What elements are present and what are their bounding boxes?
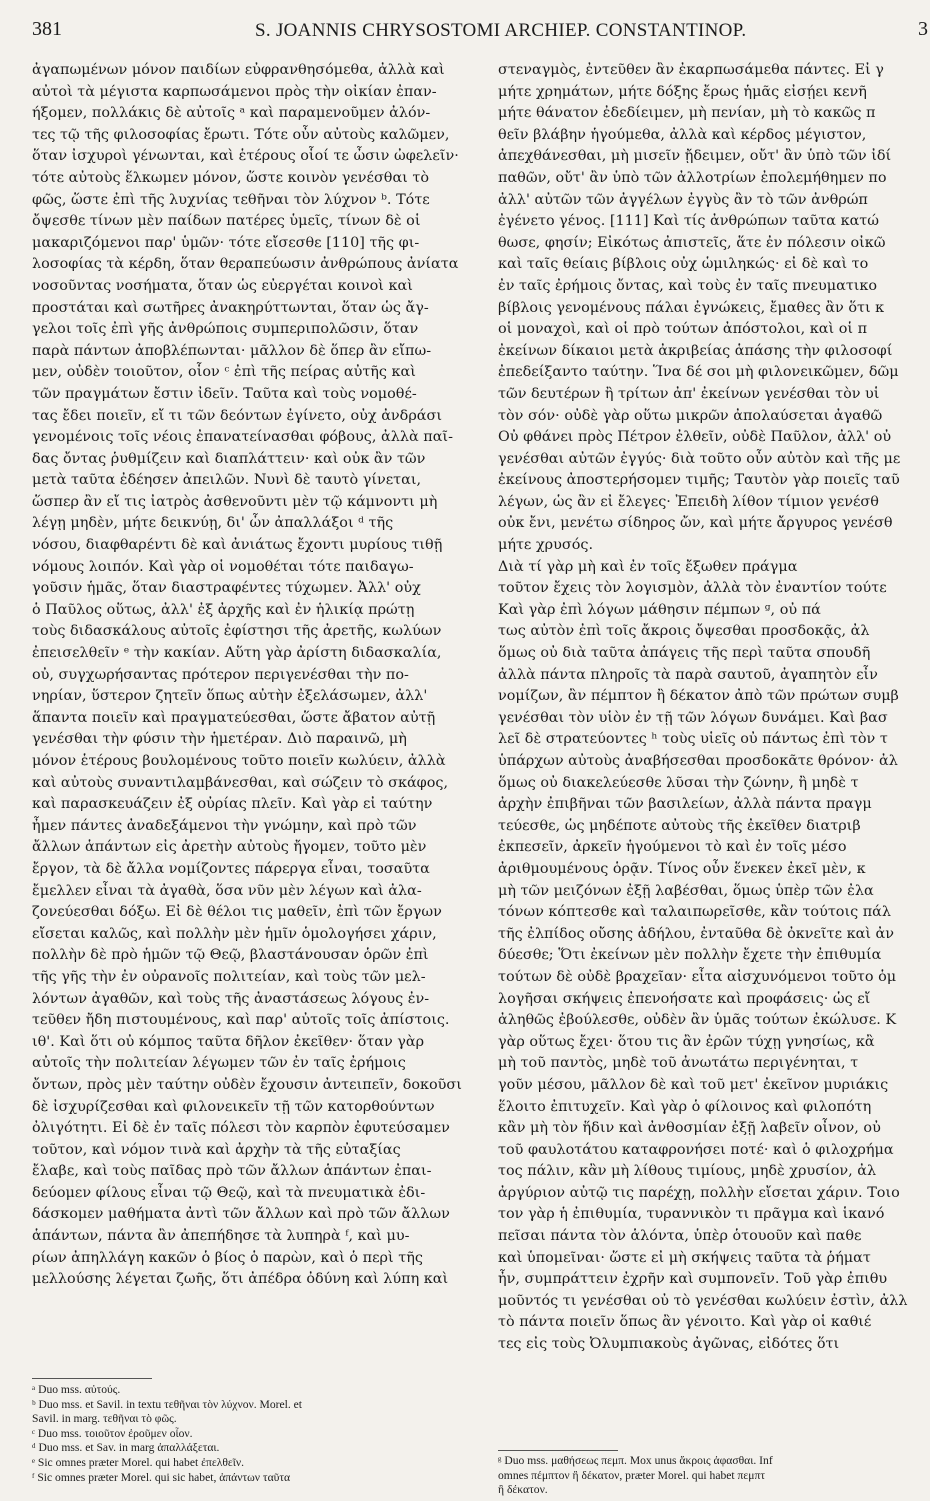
text-line: γενέσθαι τὸν υἱὸν ἐν τῇ τῶν λόγων δυνάμει. Καὶ βασ	[498, 709, 888, 726]
footnote-line: ᶜ Duo mss. τοιοῦτον ἐροῦμεν οἷον.	[32, 1426, 193, 1440]
text-line: τοῦτον ἔχεις τὸν λογισμὸν, ἀλλὰ τὸν ἐναντίον τούτε	[498, 580, 887, 597]
text-line: ιθ'. Καὶ ὅτι οὐ κόμπος ταῦτα δῆλον ἐκεῖθεν· ὅταν γὰρ	[32, 1033, 425, 1050]
text-line: ἀληθῶς ἐβούλεσθε, οὐδὲν ἂν ὑμᾶς τούτων ἐκώλυσε. Κ	[498, 1012, 897, 1029]
text-line: ὑπάρχων αὐτοὺς ἀναβήσεσθαι προσδοκᾶτε θρόνον· ἀλ	[498, 753, 898, 769]
text-line: ἅπαντα ποιεῖν καὶ πραγματεύεσθαι, ὥστε ἄβατον αὐτῇ	[32, 709, 436, 726]
footnote-line: ᶠ Sic omnes præter Morel. qui sic habet, ἁπάντων ταῦτα	[32, 1470, 291, 1484]
text-line: ρίων ἀπηλλάγη κακῶν ὁ βίος ὁ παρὼν, καὶ ὁ περὶ τῆς	[32, 1249, 423, 1266]
right-column-text	[498, 60, 930, 1356]
text-line: οὐκ ἔνι, μενέτω σίδηρος ὤν, καὶ μήτε ἄργυρος γενέσθ	[498, 515, 893, 532]
text-line: πολλὴν δὲ πρὸ ἡμῶν τῷ Θεῷ, βλαστάνουσαν ὁρῶν ἐπὶ	[32, 947, 429, 964]
text-line: τοὺς διδασκάλους αὐτοῖς ἐφίστησι τῆς ἀρετῆς, κωλύων	[32, 623, 442, 640]
text-line: ζονεύεσθαι δόξω. Εἰ δὲ θέλοι τις μαθεῖν, ἐπὶ τῶν ἔργων	[32, 904, 442, 921]
text-line: ἔμελλεν εἶναι τὰ ἀγαθὰ, ὅσα νῦν μὲν λέγων καὶ ἀλα-	[32, 882, 422, 899]
text-line: αὐτοῖς τὴν πολιτείαν λέγωμεν τῶν ἐν ταῖς ἐρήμοις	[32, 1055, 406, 1072]
text-line: παθῶν, οὔτ' ἂν ὑπὸ τῶν ἀλλοτρίων ἐπολεμήθημεν πο	[498, 169, 887, 186]
text-line: φῶς, ὥστε ἐπὶ τῆς λυχνίας τεθῆναι τὸν λύχνον ᵇ. Τότε	[32, 191, 430, 208]
text-line: λόντων ἀγαθῶν, καὶ τοὺς τῆς ἀναστάσεως λόγους ἐν-	[32, 990, 430, 1007]
text-line: ἕλοιτο ἐπιτυχεῖν. Καὶ γὰρ ὁ φίλοινος καὶ φιλοπότη	[498, 1098, 872, 1115]
text-line: νόσου, διαφθαρέντι δὲ καὶ ἀνιάτως ἔχοντι μυρίους τιθῇ	[32, 537, 443, 554]
text-line: ἦν, συμπράττειν ἐχρῆν καὶ συμπονεῖν. Τοῦ γὰρ ἐπιθυ	[498, 1271, 888, 1288]
text-line: μοῦντός τι γενέσθαι οὐ τὸ γενέσθαι κωλύειν ἐστὶν, ἀλλ	[498, 1292, 908, 1309]
text-line: τῶν πραγμάτων ἔστιν ἰδεῖν. Ταῦτα καὶ τοὺς νομοθέ-	[32, 385, 417, 402]
text-line: αὐτοὶ τὰ μέγιστα καρπωσάμενοι πρὸς τὴν οἰκίαν ἐπαν-	[32, 83, 437, 100]
text-line: καὶ αὐτοὺς συναντιλαμβάνεσθαι, καὶ σώζειν τὸ σκάφος,	[32, 774, 449, 791]
text-line: μελλούσης λέγεται ζωῆς, ὅτι ἀπέδρα ὀδύνη καὶ λύπη καὶ	[32, 1271, 449, 1288]
text-line: Διὰ τί γὰρ μὴ καὶ ἐν τοῖς ἔξωθεν πράγμα	[498, 558, 798, 575]
text-line: ἐπεδείξαντο ταύτην. Ἵνα δέ σοι μὴ φιλονεικῶμεν, δῶμ	[498, 364, 899, 381]
left-footnotes	[32, 1383, 476, 1485]
text-line: μακαριζόμενοι παρ' ὑμῶν· τότε εἴσεσθε [110] τῆς φι-	[32, 234, 420, 251]
text-line: ἀγαπωμένων μόνον παιδίων εὐφρανθησόμεθα, ἀλλὰ καὶ	[32, 62, 445, 78]
text-line: γὰρ οὕτως ἔχει· ὅτου τις ἂν ἐρῶν τύχῃ γνησίως, κἂ	[498, 1033, 875, 1050]
text-line: θεῖν βλάβην ἡγούμεθα, ἀλλὰ καὶ κέρδος μέγιστον,	[498, 126, 867, 143]
text-line: τως αὐτὸν ἐπὶ τοῖς ἄκροις ὄψεσθαι προσδοκᾷς, ἀλ	[498, 623, 870, 640]
left-column-text	[32, 60, 476, 1291]
text-line: τόνων κόπτεσθε καὶ ταλαιπωρεῖσθε, κἂν τούτοις πάλ	[498, 904, 892, 921]
page-header	[0, 18, 930, 58]
text-line: οὐ, συγχωρήσαντας πρότερον περιγενέσθαι τὴν πο-	[32, 666, 409, 683]
text-line: τοῦτον, καὶ νόμον τινὰ καὶ ἀρχὴν τὰ τῆς εὐταξίας	[32, 1141, 401, 1158]
text-line: τες εἰς τοὺς Ὀλυμπιακοὺς ἀγῶνας, εἰδότες ὅτι	[498, 1336, 840, 1353]
text-line: τεύεσθε, ὡς μηδέποτε αὐτοὺς τῆς ἐκεῖθεν διατριβ	[498, 817, 861, 834]
text-line: ἔλαβε, καὶ τοὺς παῖδας πρὸ τῶν ἄλλων ἁπάντων ἐπαι-	[32, 1163, 432, 1180]
footnote-line: ᵉ Sic omnes præter Morel. qui habet ἐπελθεῖν.	[32, 1455, 245, 1469]
footnote-line: ᵃ Duo mss. αὐτούς.	[32, 1383, 121, 1396]
text-line: μήτε θάνατον ἐδεδίειμεν, μὴ πενίαν, μὴ τὸ κακῶς π	[498, 105, 876, 122]
text-line: λοσοφίας τὰ κέρδη, ὅταν θεραπεύωσιν ἀνθρώπους ἀνίατα	[32, 256, 459, 273]
footnote-line: ᵍ Duo mss. μαθήσεως πεμπ. Mox unus ἄκροις ἀφασθαι. Inf	[498, 1454, 773, 1467]
text-line: γοῦν μέσου, μᾶλλον δὲ καὶ τοῦ μετ' ἐκεῖνον μυριάκις	[498, 1076, 889, 1093]
text-line: νοσοῦντας νοσήματα, ὅταν ὡς εὐεργέται κοινοὶ καὶ	[32, 277, 413, 294]
text-line: ὅμως οὐ διακελεύεσθε λῦσαι τὴν ζώνην, ἢ μηδὲ τ	[498, 774, 859, 791]
text-line: νόμους λοιπόν. Καὶ γὰρ οἱ νομοθέται τότε παιδαγω-	[32, 558, 414, 575]
text-line: γελοι τοῖς ἐπὶ γῆς ἀνθρώποις συμπεριπολῶσιν, ὅταν	[32, 321, 419, 338]
footnote-line: ᵈ Duo mss. et Sav. in marg ἀπαλλάξεται.	[32, 1441, 220, 1455]
footnote-line: ἢ δέκατον.	[498, 1483, 548, 1497]
text-line: Οὐ φθάνει πρὸς Πέτρον ἐλθεῖν, οὐδὲ Παῦλον, ἀλλ' οὐ	[498, 429, 892, 446]
text-line: εἴσεται καλῶς, καὶ πολλὴν μὲν ἡμῖν ὁμολογήσει χάριν,	[32, 925, 437, 942]
text-line: μήτε χρημάτων, μήτε δόξης ἔρως ἡμᾶς εἰσῄει κενῆ	[498, 83, 867, 100]
right-footnotes	[498, 1454, 930, 1498]
text-line: ὅμως οὐ διὰ ταῦτα ἀπάγεις τῆς περὶ ταῦτα σπουδῆ	[498, 645, 871, 662]
text-line: δας ὄντας ῥυθμίζειν καὶ διαπλάττειν· καὶ οὐκ ἂν τῶν	[32, 450, 426, 467]
left-footnote-rule	[32, 1378, 152, 1379]
text-line: δὲ ἰσχυρίζεσθαι καὶ φιλονεικεῖν τῇ τῶν κατορθούντων	[32, 1098, 435, 1115]
text-line: τότε αὐτοὺς ἕλκωμεν μόνον, ὥστε κοινὸν γενέσθαι τὸ	[32, 169, 430, 186]
text-line: δύεσθε; Ὅτι ἐκείνων μὲν πολλὴν ἔχετε τὴν ἐπιθυμία	[498, 947, 882, 964]
text-line: ἐκείνων δίκαιοι μετὰ ἀκριβείας ἁπάσης τὴν φιλοσοφί	[498, 342, 893, 359]
text-line: ὀλιγότητι. Εἰ δὲ ἐν ταῖς πόλεσι τὸν καρπὸν ἐφυτεύσαμεν	[32, 1120, 450, 1137]
right-footnote-rule	[498, 1450, 618, 1451]
text-line: λέγων, ὡς ἂν εἰ ἔλεγες· Ἐπειδὴ λίθον τίμιον γενέσθ	[498, 493, 879, 510]
right-page-number: 3	[918, 18, 928, 40]
text-line: τεῦθεν ἤδη πιστουμένους, καὶ παρ' αὐτοῖς τοῖς ἀπίστοις.	[32, 1012, 450, 1029]
running-title: S. JOANNIS CHRYSOSTOMI ARCHIEP. CONSTANTINOP.	[255, 20, 747, 41]
text-line: τὸν σόν· οὐδὲ γὰρ οὕτω μικρῶν ἀπολαύσεται ἀγαθῶ	[498, 407, 883, 424]
text-line: πεῖσαι πάντα τὸν ἁλόντα, ὑπὲρ ὁτουοῦν καὶ παθε	[498, 1228, 862, 1245]
text-line: μόνον ἑτέρους βουλομένους τοῦτο ποιεῖν κωλύειν, ἀλλὰ	[32, 753, 446, 769]
text-line: ἀπεχθάνεσθαι, μὴ μισεῖν ᾔδειμεν, οὔτ' ἂν ὑπὸ τῶν ἰδί	[498, 148, 892, 165]
text-line: προστάται καὶ σωτῆρες ἀνακηρύττωνται, ὅταν ὡς ἄγ-	[32, 299, 429, 316]
text-line: μὴ τοῦ παντὸς, μηδὲ τοῦ ἀνωτάτω περιγένηται, τ	[498, 1055, 859, 1072]
text-line: λέγῃ μηδὲν, μήτε δεικνύῃ, δι' ὧν ἀπαλλάξοι ᵈ τῆς	[32, 515, 394, 532]
text-line: γενέσθαι αὐτῶν ἐγγύς· διὰ τοῦτο οὖν αὐτὸν καὶ τῆς με	[498, 450, 901, 467]
text-line: λεῖ δὲ στρατεύοντες ʰ τοὺς υἱεῖς οὐ πάντως ἐπὶ τὸν τ	[498, 731, 888, 748]
text-line: ἐκείνους ἀποστερήσομεν τιμῆς; Ταυτὸν γὰρ ποιεῖς ταῦ	[498, 472, 900, 489]
text-line: ἁπάντων, πάντα ἂν ἀπεπήδησε τὰ λυπηρὰ ᶠ, καὶ μυ-	[32, 1228, 410, 1245]
footnote-line: ᵇ Duo mss. et Savil. in textu τεθῆναι τὸν λύχνον. Morel. et	[32, 1397, 303, 1411]
text-line: ἀριθμουμένους ὁρᾷν. Τίνος οὖν ἕνεκεν ἐκεῖ μὲν, κ	[498, 860, 866, 877]
text-line: γοῦσιν ἡμᾶς, ὅταν διαστραφέντες τύχωμεν. Ἀλλ' οὐχ	[32, 580, 421, 597]
text-line: τῆς ἐλπίδος οὔσης ἀδήλου, ἐνταῦθα δὲ ὀκνεῖτε καὶ ἀν	[498, 925, 895, 942]
text-line: γενέσθαι τὴν φύσιν τὴν ἡμετέραν. Διὸ παραινῶ, μὴ	[32, 731, 407, 748]
text-line: τες τῷ τῆς φιλοσοφίας ἔρωτι. Τότε οὖν αὐτοὺς καλῶμεν,	[32, 126, 450, 143]
text-line: βίβλοις γενομένους πάλαι ἐγνώκεις, ἔμαθες ἂν ὅτι κ	[498, 299, 885, 316]
text-line: μήτε χρυσός.	[498, 537, 594, 554]
text-line: θωσε, φησίν; Εἰκότως ἀπιστεῖς, ἅτε ἐν πόλεσιν οἰκῶ	[498, 234, 886, 251]
text-line: ἀρχὴν ἐπιβῆναι τῶν βασιλείων, ἀλλὰ πάντα πραγμ	[498, 796, 872, 813]
text-line: ήξομεν, πολλάκις δὲ αὐτοῖς ᵃ καὶ παραμενοῦμεν ἀλόν-	[32, 105, 431, 122]
text-line: τοῦ φαυλοτάτου καταφρονήσει ποτέ· καὶ ὁ φιλοχρήμα	[498, 1141, 894, 1158]
text-line: ἐκπεσεῖν, ἀρκεῖν ἡγούμενοι τὸ καὶ ἐν τοῖς μέσο	[498, 839, 847, 856]
text-line: καὶ παρασκευάζειν ἐξ οὐρίας πλεῖν. Καὶ γὰρ εἰ ταύτην	[32, 796, 433, 813]
text-line: ἀργύριον αὐτῷ τις παρέχῃ, πολλὴν εἴσεται χάριν. Τοιο	[498, 1184, 900, 1201]
text-line: μετὰ ταῦτα ἐδέησεν ἀπειλῶν. Νυνὶ δὲ ταυτὸ γίνεται,	[32, 472, 422, 489]
text-line: τούτων δὲ οὐδὲ βραχεῖαν· εἶτα αἰσχυνόμενοι τοῦτο ὁμ	[498, 968, 897, 985]
text-line: τῶν δευτέρων ἢ τρίτων ἀπ' ἐκείνων γενέσθαι τὸν υἱ	[498, 385, 880, 402]
text-line: ἀλλὰ πάντα πληροῖς τὰ παρὰ σαυτοῦ, ἀγαπητὸν εἶν	[498, 666, 878, 683]
text-line: στεναγμὸς, ἐντεῦθεν ἂν ἐκαρπωσάμεθα πάντες. Εἰ γ	[498, 62, 884, 78]
text-line: ἐπεισελθεῖν ᵉ τὴν κακίαν. Αὕτη γὰρ ἀρίστη διδασκαλία,	[32, 645, 442, 662]
text-line: ὄντων, πρὸς μὲν ταύτην οὐδὲν ἔχουσιν ἀντειπεῖν, δοκοῦσι	[32, 1076, 462, 1093]
text-line: ἦμεν πάντες ἀναδεξάμενοι τὴν γνώμην, καὶ πρὸ τῶν	[32, 817, 417, 834]
text-line: καὶ ὑπομεῖναι· ὥστε εἰ μὴ σκήψεις ταῦτα τὰ ῥήματ	[498, 1249, 871, 1266]
text-line: ὅταν ἰσχυροὶ γένωνται, καὶ ἑτέρους οἷοί τε ὦσιν ὠφελεῖν·	[32, 148, 459, 165]
text-line: καὶ ταῖς θείαις βίβλοις οὐχ ὡμιληκώς· εἰ δὲ καὶ το	[498, 256, 869, 273]
text-line: νομίζων, ἂν πέμπτον ἢ δέκατον ἀπὸ τῶν πρώτων συμβ	[498, 688, 899, 705]
text-line: γενομένοις τοῖς νέοις ἐπανατείνασθαι φόβους, ἀλλὰ παῖ-	[32, 429, 453, 446]
text-line: δάσκομεν μαθήματα ἀντὶ τῶν ἄλλων καὶ πρὸ τῶν ἄλλων	[32, 1206, 450, 1223]
footnote-line: omnes πέμπτον ἢ δέκατον, præter Morel. qui habet πεμπτ	[498, 1468, 765, 1482]
text-line: ὥσπερ ἂν εἴ τις ἰατρὸς ἀσθενοῦντι μὲν τῷ κάμνοντι μὴ	[32, 493, 438, 510]
text-line: μεν, οὐδὲν τοιοῦτον, οἷον ᶜ ἐπὶ τῆς πείρας αὐτῆς καὶ	[32, 364, 416, 381]
text-line: ὁ Παῦλος οὕτως, ἀλλ' ἐξ ἀρχῆς καὶ ἐν ἡλικίᾳ πρώτῃ	[32, 601, 415, 618]
text-line: ἐγένετο γένος. [111] Καὶ τίς ἀνθρώπων ταῦτα κατώ	[498, 213, 879, 230]
text-line: τας ἔδει ποιεῖν, εἴ τι τῶν δεόντων ἐγίνετο, οὐχ ἀνδράσι	[32, 407, 442, 424]
footnote-line: Savil. in marg. τεθῆναι τὸ φῶς.	[32, 1412, 177, 1426]
text-line: οἱ μοναχοὶ, καὶ οἱ πρὸ τούτων ἀπόστολοι, καὶ οἱ π	[498, 321, 868, 338]
text-line: τον γὰρ ἡ ἐπιθυμία, τυραννικὸν τι πρᾶγμα καὶ ἱκανό	[498, 1206, 885, 1223]
text-line: τὸ πάντα ποιεῖν ὅπως ἂν γένοιτο. Καὶ γὰρ οἱ καθιέ	[498, 1314, 872, 1331]
text-line: τος πάλιν, κἂν μὴ λίθους τιμίους, μηδὲ χρυσίον, ἀλ	[498, 1163, 877, 1180]
text-line: κἂν μὴ τὸν ἥδιν καὶ ἀνθοσμίαν ἐξῇ λαβεῖν οἶνον, οὐ	[498, 1120, 881, 1137]
text-line: ὄψεσθε τίνων μὲν παίδων πατέρες ὑμεῖς, τίνων δὲ οἱ	[32, 213, 421, 230]
text-line: δεύομεν φίλους εἶναι τῷ Θεῷ, καὶ τὰ πνευματικὰ ἐδι-	[32, 1184, 426, 1201]
text-line: λογῆσαι σκήψεις ἐπενοήσατε καὶ προφάσεις· ὡς εἴ	[498, 990, 871, 1007]
text-line: τῆς γῆς τὴν ἐν οὐρανοῖς πολιτείαν, καὶ τοὺς τῶν μελ-	[32, 968, 426, 985]
page-number: 381	[32, 18, 62, 40]
text-line: μὴ τῶν μειζόνων ἐξῇ λαβέσθαι, ὅμως ὑπὲρ τῶν ἐλα	[498, 882, 874, 899]
text-line: ἔργον, τὰ δὲ ἄλλα νομίζοντες πάρεργα εἶναι, τοσαῦτα	[32, 860, 430, 877]
text-line: Καὶ γὰρ ἐπὶ λόγων μάθησιν πέμπων ᵍ, οὐ πά	[498, 601, 821, 618]
text-line: παρὰ πάντων ἀποβλέπωνται· μᾶλλον δὲ ὅπερ ἂν εἴπω-	[32, 342, 432, 359]
text-line: νηρίαν, ὕστερον ζητεῖν ὅπως αὐτὴν ἐξελάσωμεν, ἀλλ'	[32, 688, 428, 705]
text-line: ἀλλ' αὐτῶν τῶν ἀγγέλων ἐγγὺς ἂν τὸ τῶν ἀνθρώπ	[498, 191, 868, 208]
text-line: ἄλλων ἁπάντων εἰς ἀρετὴν αὐτοὺς ἤγομεν, τοῦτο μὲν	[32, 839, 427, 856]
text-line: ἐν ταῖς ἐρήμοις ὄντας, καὶ τοὺς ἐν ταῖς πνευματικο	[498, 277, 878, 294]
